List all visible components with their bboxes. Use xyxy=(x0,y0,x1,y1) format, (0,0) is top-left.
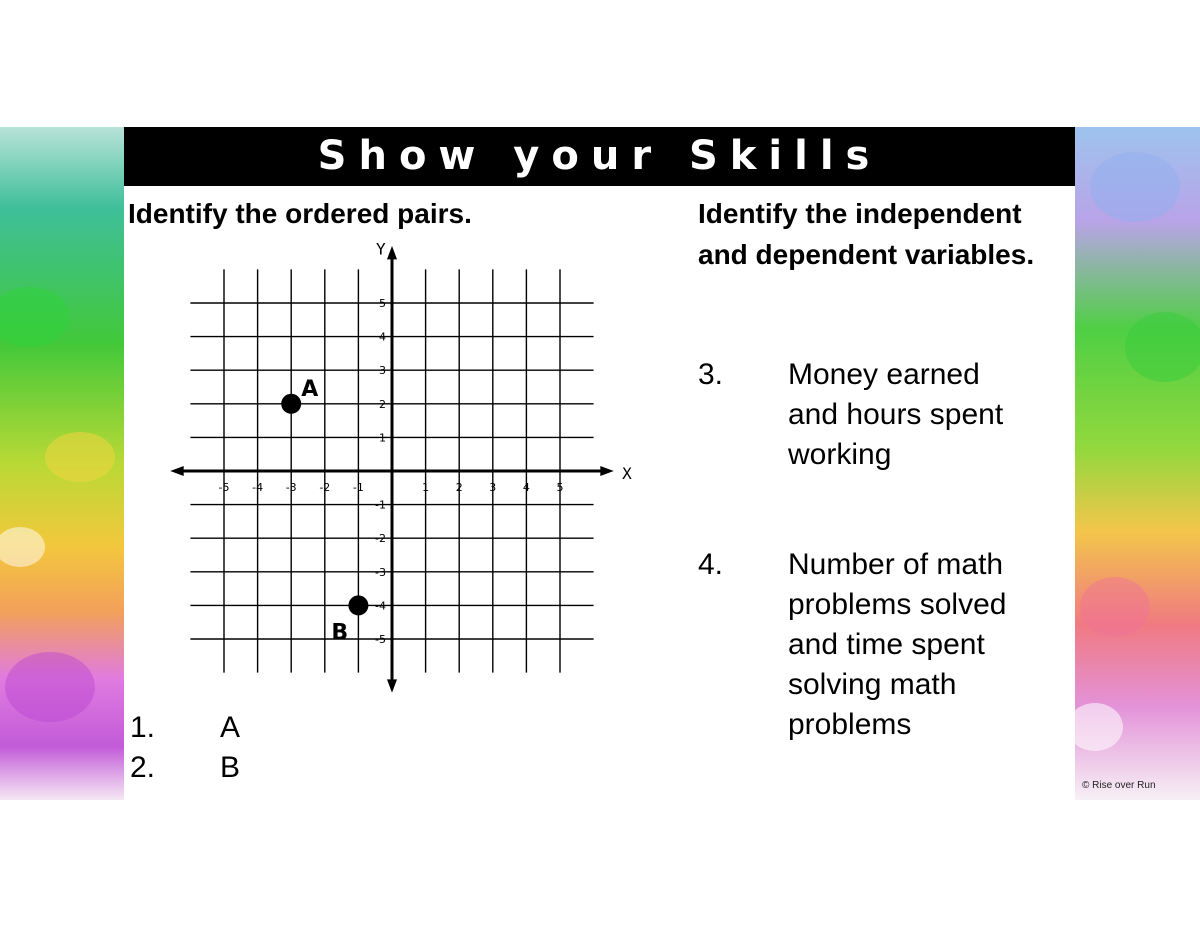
title-banner xyxy=(124,127,1075,186)
item-number: 1. xyxy=(130,711,156,744)
y-tick-label: 3 xyxy=(379,364,386,378)
x-tick-label: 1 xyxy=(422,481,430,494)
y-axis-label: Y xyxy=(376,243,386,259)
y-tick-label: -5 xyxy=(375,633,386,646)
y-tick-label: -4 xyxy=(375,599,386,613)
y-tick-label: 2 xyxy=(379,397,386,411)
x-axis-arrow-left xyxy=(170,466,183,476)
x-tick-label: 4 xyxy=(522,481,530,494)
question-item-3 xyxy=(698,355,1068,485)
x-tick-label: -2 xyxy=(319,481,331,494)
right-question-heading: Identify the independent and dependent variables. xyxy=(698,198,1035,270)
item-text: Money earned and hours spent working xyxy=(788,358,1004,471)
y-tick-label: 5 xyxy=(379,297,386,310)
copyright-notice: © Rise over Run xyxy=(1082,780,1156,791)
x-tick-label: -3 xyxy=(285,481,297,494)
x-axis-label: X xyxy=(622,464,632,483)
watercolor-decoration-left xyxy=(0,127,124,800)
answer-item-1 xyxy=(130,708,430,748)
x-tick-label: 2 xyxy=(455,481,463,494)
x-tick-label: -4 xyxy=(252,481,264,494)
item-text: A xyxy=(220,711,241,744)
watercolor-decoration-right xyxy=(1075,127,1200,800)
item-number: 4. xyxy=(698,548,724,581)
y-axis-arrow-down xyxy=(387,679,397,692)
left-question-heading: Identify the ordered pairs. xyxy=(128,198,472,229)
question-item-4 xyxy=(698,545,1068,755)
point-b-label: B xyxy=(331,620,349,646)
point-a-label: A xyxy=(301,376,319,402)
y-tick-label: -3 xyxy=(375,565,386,579)
banner-title: Show your Skills xyxy=(317,133,882,179)
x-tick-label: -1 xyxy=(352,481,364,494)
x-tick-label: 5 xyxy=(556,481,564,494)
item-text: Number of math problems solved and time spent solving math problems xyxy=(788,548,1007,741)
y-axis-arrow-up xyxy=(387,246,397,259)
item-text: B xyxy=(220,751,241,784)
answer-item-2 xyxy=(130,748,430,788)
y-tick-label: 4 xyxy=(379,330,386,344)
x-tick-label: -5 xyxy=(218,481,230,494)
point-b-marker xyxy=(348,595,368,615)
axes xyxy=(170,243,632,693)
item-number: 3. xyxy=(698,358,724,391)
y-tick-label: -2 xyxy=(375,532,386,546)
point-a-marker xyxy=(281,394,301,414)
coordinate-plane xyxy=(165,243,635,693)
x-tick-label: 3 xyxy=(489,481,497,494)
y-tick-label: 1 xyxy=(379,431,386,445)
item-number: 2. xyxy=(130,751,156,784)
y-tick-label: -1 xyxy=(375,498,386,512)
x-axis-arrow-right xyxy=(600,466,613,476)
